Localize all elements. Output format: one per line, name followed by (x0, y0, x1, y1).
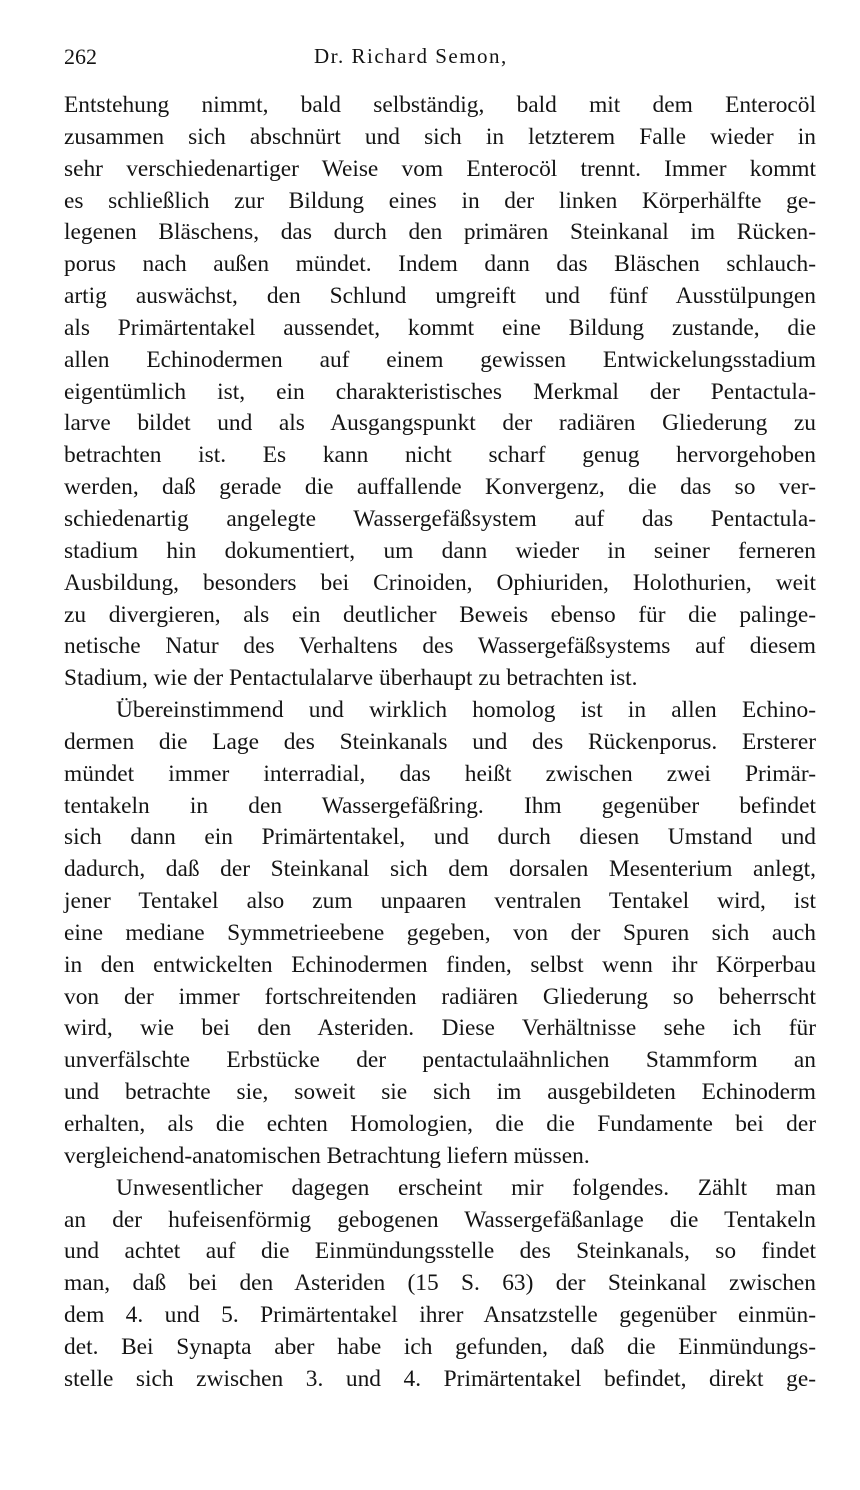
text-line: tentakeln in den Wassergefäßring. Ihm gegenüber befindet (64, 792, 816, 819)
text-line: sehr verschiedenartiger Weise vom Enterocöl trennt. Immer kommt (64, 155, 816, 182)
text-line: det. Bei Synapta aber habe ich gefunden, daß die Einmündungs- (64, 1333, 816, 1360)
text-line: betrachten ist. Es kann nicht scharf genug hervorgehoben (64, 442, 816, 469)
text-line: Ausbildung, besonders bei Crinoiden, Ophiuriden, Holothurien, weit (64, 569, 816, 596)
text-line: porus nach außen mündet. Indem dann das Bläschen schlauch- (64, 251, 816, 278)
text-line: dermen die Lage des Steinkanals und des Rückenporus. Ersterer (64, 728, 816, 755)
text-line: dem 4. und 5. Primärtentakel ihrer Ansatzstelle gegenüber einmün- (64, 1302, 816, 1329)
text-line: schiedenartig angelegte Wassergefäßsystem auf das Pentactula- (64, 505, 816, 532)
text-line: sich dann ein Primärtentakel, und durch diesen Umstand und (64, 824, 816, 851)
text-line: allen Echinodermen auf einem gewissen Entwickelungsstadium (64, 346, 816, 373)
text-line: und achtet auf die Einmündungsstelle des Steinkanals, so findet (64, 1238, 816, 1265)
text-line: Stadium, wie der Pentactulalarve überhaupt zu betrachten ist. (64, 665, 638, 692)
body-text (64, 90, 816, 1396)
text-line: stelle sich zwischen 3. und 4. Primärtentakel befindet, direkt ge- (64, 1365, 816, 1392)
text-line: dadurch, daß der Steinkanal sich dem dorsalen Mesenterium anlegt, (64, 856, 816, 883)
text-line: unverfälschte Erbstücke der pentactulaähnlichen Stammform an (64, 1047, 816, 1074)
text-line: von der immer fortschreitenden radiären Gliederung so beherrscht (64, 983, 816, 1010)
text-line: mündet immer interradial, das heißt zwischen zwei Primär- (64, 760, 816, 787)
text-line: zu divergieren, als ein deutlicher Beweis ebenso für die palinge- (64, 601, 816, 628)
text-line: jener Tentakel also zum unpaaren ventralen Tentakel wird, ist (64, 888, 816, 915)
text-line: Entstehung nimmt, bald selbständig, bald mit dem Enterocöl (64, 92, 816, 118)
text-line: als Primärtentakel aussendet, kommt eine Bildung zustande, die (64, 314, 816, 341)
text-line: wird, wie bei den Asteriden. Diese Verhältnisse sehe ich für (64, 1015, 816, 1042)
text-line: artig auswächst, den Schlund umgreift und fünf Ausstülpungen (64, 283, 816, 310)
text-line: in den entwickelten Echinodermen finden, selbst wenn ihr Körperbau (64, 951, 816, 978)
text-line: eigentümlich ist, ein charakteristisches Merkmal der Pentactula- (64, 378, 816, 405)
text-line: zusammen sich abschnürt und sich in letzterem Falle wieder in (64, 123, 816, 150)
text-line: larve bildet und als Ausgangspunkt der radiären Gliederung zu (64, 410, 816, 437)
text-line: man, daß bei den Asteriden (15 S. 63) der Steinkanal zwischen (64, 1270, 816, 1297)
text-line: es schließlich zur Bildung eines in der linken Körperhälfte ge- (64, 187, 816, 214)
text-line: eine mediane Symmetrieebene gegeben, von der Spuren sich auch (64, 919, 816, 946)
text-line: vergleichend-anatomischen Betrachtung liefern müssen. (64, 1142, 590, 1169)
text-line: an der hufeisenförmig gebogenen Wassergefäßanlage die Tentakeln (64, 1206, 816, 1233)
text-line: netische Natur des Verhaltens des Wassergefäßsystems auf diesem (64, 633, 816, 660)
running-head: Dr. Richard Semon, (314, 44, 508, 68)
text-line: Unwesentlicher dagegen erscheint mir folgendes. Zählt man (116, 1174, 816, 1201)
page-header (64, 44, 812, 76)
text-line: werden, daß gerade die auffallende Konvergenz, die das so ver- (64, 474, 816, 501)
text-line: und betrachte sie, soweit sie sich im ausgebildeten Echinoderm (64, 1079, 816, 1106)
page-number: 262 (64, 44, 97, 69)
text-line: Übereinstimmend und wirklich homolog ist in allen Echino- (116, 697, 816, 724)
text-line: stadium hin dokumentiert, um dann wieder in seiner ferneren (64, 537, 816, 564)
text-line: erhalten, als die echten Homologien, die die Fundamente bei der (64, 1111, 816, 1137)
text-line: legenen Bläschens, das durch den primären Steinkanal im Rücken- (64, 219, 816, 246)
